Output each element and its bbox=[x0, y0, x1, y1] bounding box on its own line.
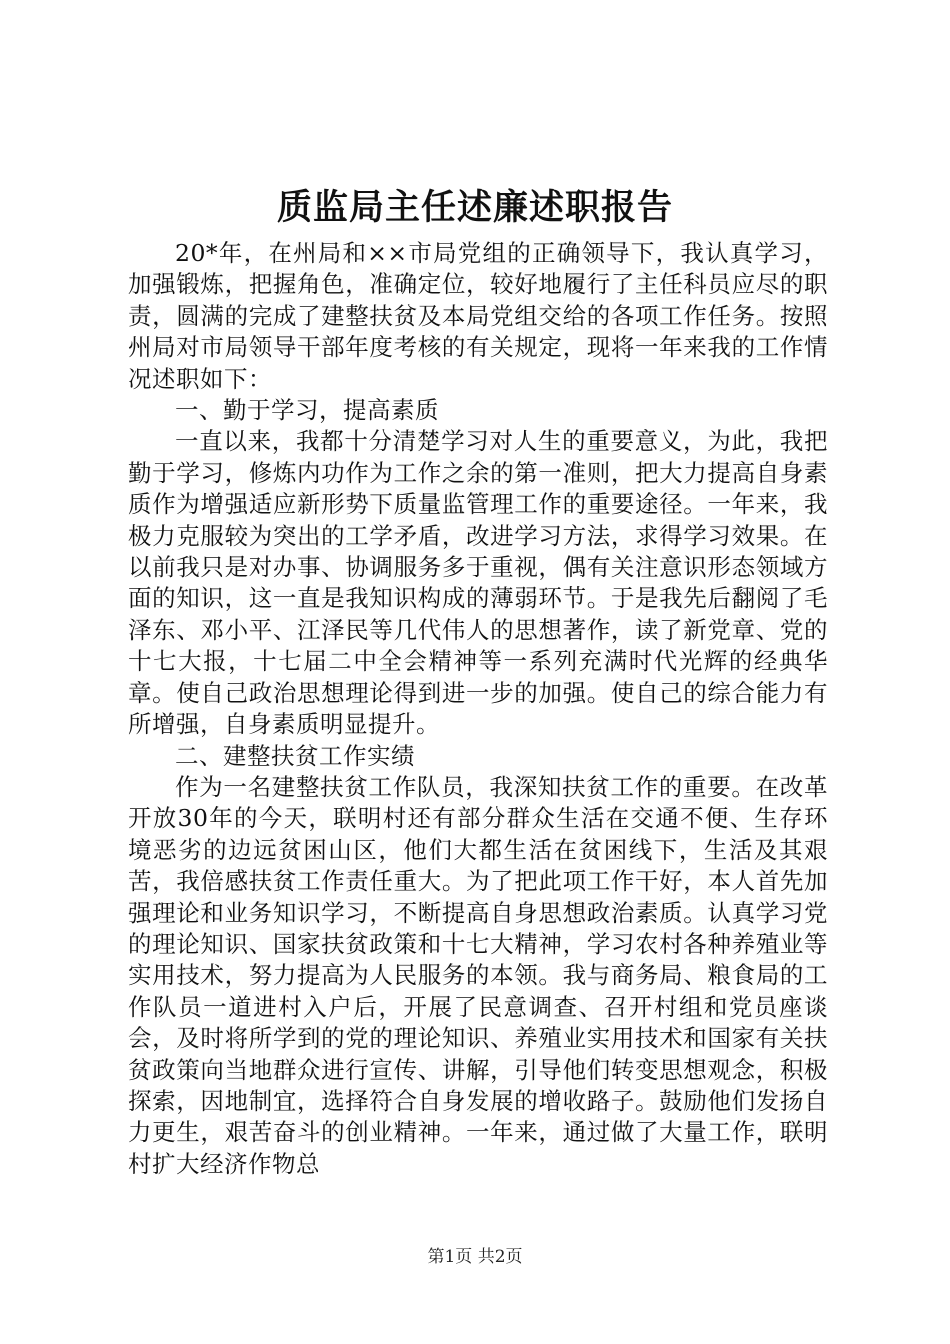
document-title: 质监局主任述廉述职报告 bbox=[276, 187, 673, 228]
intro-paragraph: 20*年，在州局和××市局党组的正确领导下，我认真学习，加强锻炼，把握角色，准确定位，较好地履行了主任科员应尽的职责，圆满的完成了建整扶贫及本局党组交给的各项工作任务。按照州局对市局领导干部年度考核的有关规定，现将一年来我的工作情况述职如下： bbox=[128, 239, 828, 393]
section-heading-2: 二、建整扶贫工作实绩 bbox=[175, 741, 415, 770]
section-heading-1: 一、勤于学习，提高素质 bbox=[175, 396, 439, 425]
section-1-paragraph: 一直以来，我都十分清楚学习对人生的重要意义，为此，我把勤于学习，修炼内功作为工作之余的第一准则，把大力提高自身素质作为增强适应新形势下质量监管理工作的重要途径。一年来，我极力克服较为突出的工学矛盾，改进学习方法，求得学习效果。在以前我只是对办事、协调服务多于重视，偶有关注意识形态领域方面的知识，这一直是我知识构成的薄弱环节。于是我先后翻阅了毛泽东、邓小平、江泽民等几代伟人的思想著作，读了新党章、党的十七大报，十七届二中全会精神等一系列充满时代光辉的经典华章。使自己政治思想理论得到进一步的加强。使自己的综合能力有所增强，自身素质明显提升。 bbox=[128, 427, 828, 739]
section-2-paragraph: 作为一名建整扶贫工作队员，我深知扶贫工作的重要。在改革开放30年的今天，联明村还有部分群众生活在交通不便、生存环境恶劣的边远贫困山区，他们大都生活在贫困线下，生活及其艰苦，我倍感扶贫工作责任重大。为了把此项工作干好，本人首先加强理论和业务知识学习，不断提高自身思想政治素质。认真学习党的理论知识、国家扶贫政策和十七大精神，学习农村各种养殖业等实用技术，努力提高为人民服务的本领。我与商务局、粮食局的工作队员一道进村入户后，开展了民意调查、召开村组和党员座谈会，及时将所学到的党的理论知识、养殖业实用技术和国家有关扶贫政策向当地群众进行宣传、讲解，引导他们转变思想观念，积极探索，因地制宜，选择符合自身发展的增收路子。鼓励他们发扬自力更生，艰苦奋斗的创业精神。一年来，通过做了大量工作，联明村扩大经济作物总 bbox=[128, 772, 828, 1178]
page-number-footer: 第1页 共2页 bbox=[427, 1247, 523, 1267]
document-body bbox=[128, 238, 828, 1180]
